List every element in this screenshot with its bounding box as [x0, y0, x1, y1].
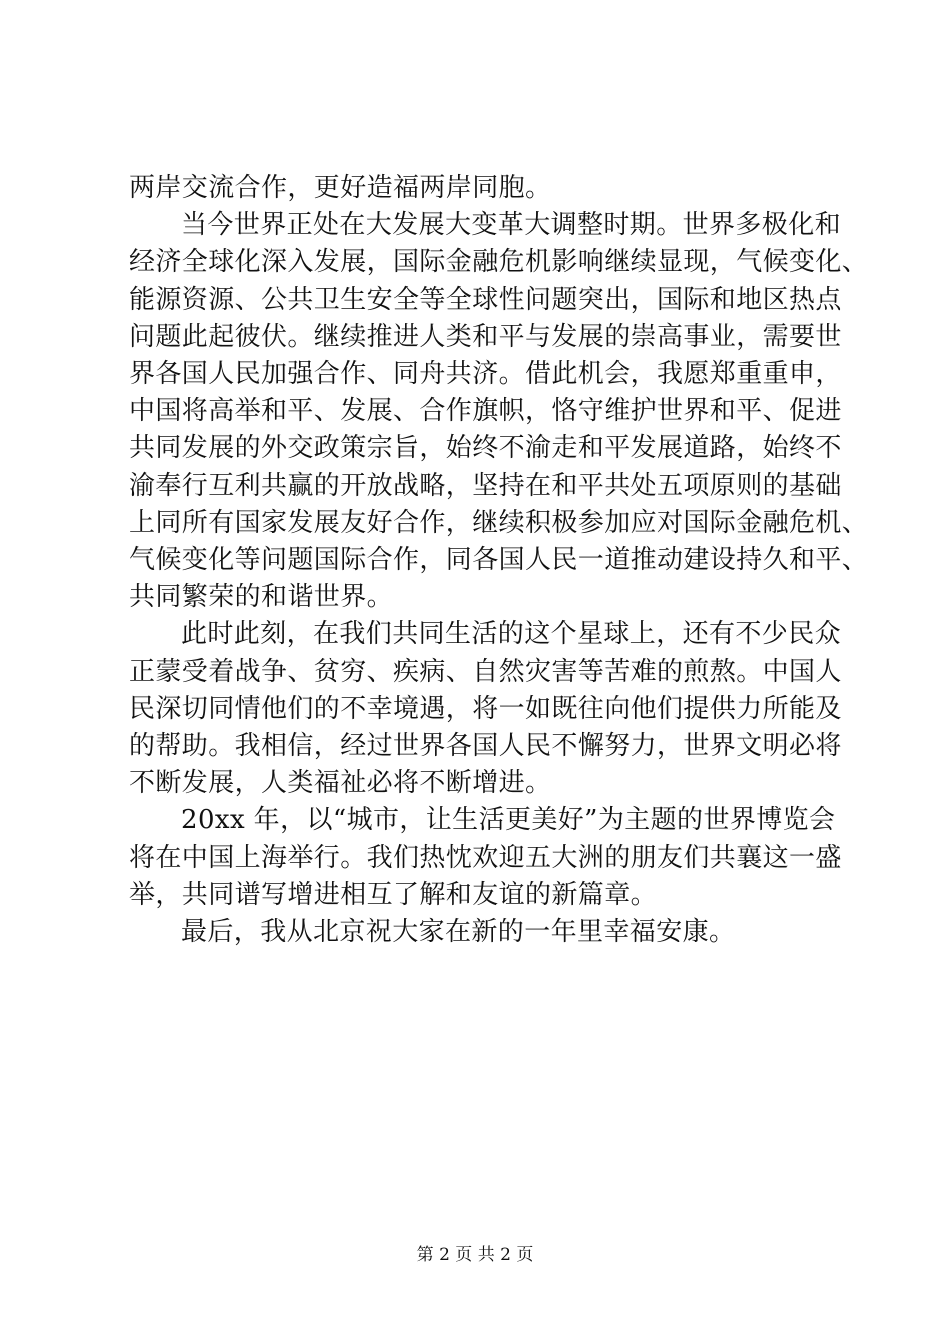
text-line: 民深切同情他们的不幸境遇，将一如既往向他们提供力所能及 [129, 693, 842, 724]
text-line: 两岸交流合作，更好造福两岸同胞。 [129, 173, 552, 203]
text-line: 上同所有国家发展友好合作，继续积极参加应对国际金融危机、 [129, 507, 869, 538]
text-line: 不断发展，人类福祉必将不断增进。 [129, 768, 552, 799]
text-line: 界各国人民加强合作、同舟共济。借此机会，我愿郑重重申， [129, 359, 842, 390]
text-line: 正蒙受着战争、贫穷、疾病、自然灾害等苦难的煎熬。中国人 [129, 656, 842, 687]
text-line: 问题此起彼伏。继续推进人类和平与发展的崇高事业，需要世 [129, 321, 842, 352]
text-line: 共同发展的外交政策宗旨，始终不渝走和平发展道路，始终不 [129, 433, 842, 464]
paragraph-first-line: 最后，我从北京祝大家在新的一年里幸福安康。 [181, 917, 736, 948]
text-line: 渝奉行互利共赢的开放战略，坚持在和平共处五项原则的基础 [129, 470, 842, 501]
text-line: 举，共同谱写增进相互了解和友谊的新篇章。 [129, 879, 658, 910]
paragraph-first-line: 当今世界正处在大发展大变革大调整时期。世界多极化和 [181, 210, 842, 241]
text-line: 的帮助。我相信，经过世界各国人民不懈努力，世界文明必将 [129, 731, 842, 762]
document-body [129, 170, 869, 951]
text-line: 气候变化等问题国际合作，同各国人民一道推动建设持久和平、 [129, 545, 869, 576]
paragraph-first-line: 20xx 年，以“城市，让生活更美好”为主题的世界博览会 [181, 805, 836, 836]
page-number-footer: 第 2 页 共 2 页 [416, 1245, 534, 1265]
text-line: 共同繁荣的和谐世界。 [129, 582, 394, 613]
text-line: 将在中国上海举行。我们热忱欢迎五大洲的朋友们共襄这一盛 [129, 842, 842, 873]
paragraph-first-line: 此时此刻，在我们共同生活的这个星球上，还有不少民众 [181, 619, 842, 650]
text-line: 能源资源、公共卫生安全等全球性问题突出，国际和地区热点 [129, 284, 842, 315]
text-line: 经济全球化深入发展，国际金融危机影响继续显现，气候变化、 [129, 247, 869, 278]
text-line: 中国将高举和平、发展、合作旗帜，恪守维护世界和平、促进 [129, 396, 842, 427]
